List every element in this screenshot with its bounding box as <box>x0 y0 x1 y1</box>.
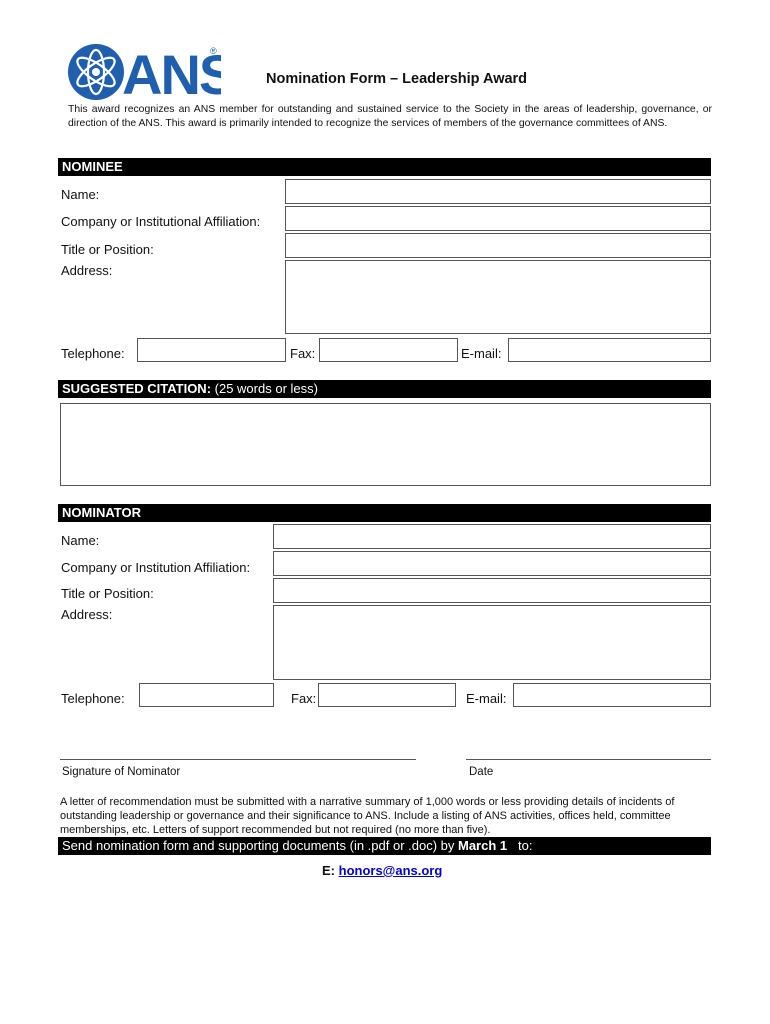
nominator-section-header: NOMINATOR <box>58 504 711 522</box>
nominee-name-label: Name: <box>61 187 100 202</box>
nominee-affiliation-label: Company or Institutional Affiliation: <box>61 214 261 229</box>
nominee-email-input[interactable] <box>508 338 711 362</box>
nominator-name-label: Name: <box>61 533 100 548</box>
date-label: Date <box>469 766 494 778</box>
nominator-email-label: E-mail: <box>466 691 507 706</box>
page-title: Nomination Form – Leadership Award <box>266 71 528 87</box>
nominee-fax-label: Fax: <box>290 346 316 361</box>
intro-text: This award recognizes an ANS member for outstanding and sustained service to the Society in the areas of leadership, governance, or direction of the ANS. This award is primarily intended to recognize the services of members of the governance committees of ANS. <box>68 104 712 129</box>
nominator-telephone-input[interactable] <box>139 683 274 707</box>
nominee-section-header: NOMINEE <box>58 158 711 176</box>
recommendation-text: A letter of recommendation must be submitted with a narrative summary of 1,000 words or less providing details of incidents of outstanding leadership or governance and their significance to ANS. Include a listing of ANS activities, offices held, committee memberships, etc. Letters of support recommended but not required (no more than five). <box>60 796 675 836</box>
logo-text: ANS <box>122 43 221 102</box>
nominee-title-label: Title or Position: <box>61 242 154 257</box>
nominator-title-input[interactable] <box>273 578 711 603</box>
email-prefix: E: <box>322 863 339 878</box>
nominator-fax-input[interactable] <box>318 683 456 707</box>
registered-mark: ® <box>210 46 217 56</box>
nominator-title-label: Title or Position: <box>61 586 154 601</box>
citation-section-header: SUGGESTED CITATION: (25 words or less) <box>58 380 711 398</box>
citation-input[interactable] <box>60 403 711 486</box>
nominee-fax-input[interactable] <box>319 338 458 362</box>
nominee-address-input[interactable] <box>285 260 711 334</box>
send-instructions-bar: Send nomination form and supporting documents (in .pdf or .doc) by March 1 to: <box>58 837 711 855</box>
nominee-name-input[interactable] <box>285 179 711 204</box>
nominee-address-label: Address: <box>61 263 113 278</box>
nominee-affiliation-input[interactable] <box>285 206 711 231</box>
email-link[interactable]: honors@ans.org <box>338 863 443 878</box>
nominee-telephone-input[interactable] <box>137 338 286 362</box>
nominator-address-label: Address: <box>61 607 113 622</box>
nominator-fax-label: Fax: <box>291 691 317 706</box>
nominator-affiliation-label: Company or Institution Affiliation: <box>61 560 251 575</box>
nominee-telephone-label: Telephone: <box>61 346 125 361</box>
signature-label: Signature of Nominator <box>62 766 181 778</box>
date-line[interactable] <box>466 759 711 760</box>
nominee-title-input[interactable] <box>285 233 711 258</box>
nominator-email-input[interactable] <box>513 683 711 707</box>
contact-email <box>322 863 442 878</box>
nominator-name-input[interactable] <box>273 524 711 549</box>
nominator-telephone-label: Telephone: <box>61 691 125 706</box>
ans-logo <box>66 42 221 102</box>
nominator-affiliation-input[interactable] <box>273 551 711 576</box>
signature-line[interactable] <box>60 759 416 760</box>
nominee-email-label: E-mail: <box>461 346 502 361</box>
nominator-address-input[interactable] <box>273 605 711 680</box>
